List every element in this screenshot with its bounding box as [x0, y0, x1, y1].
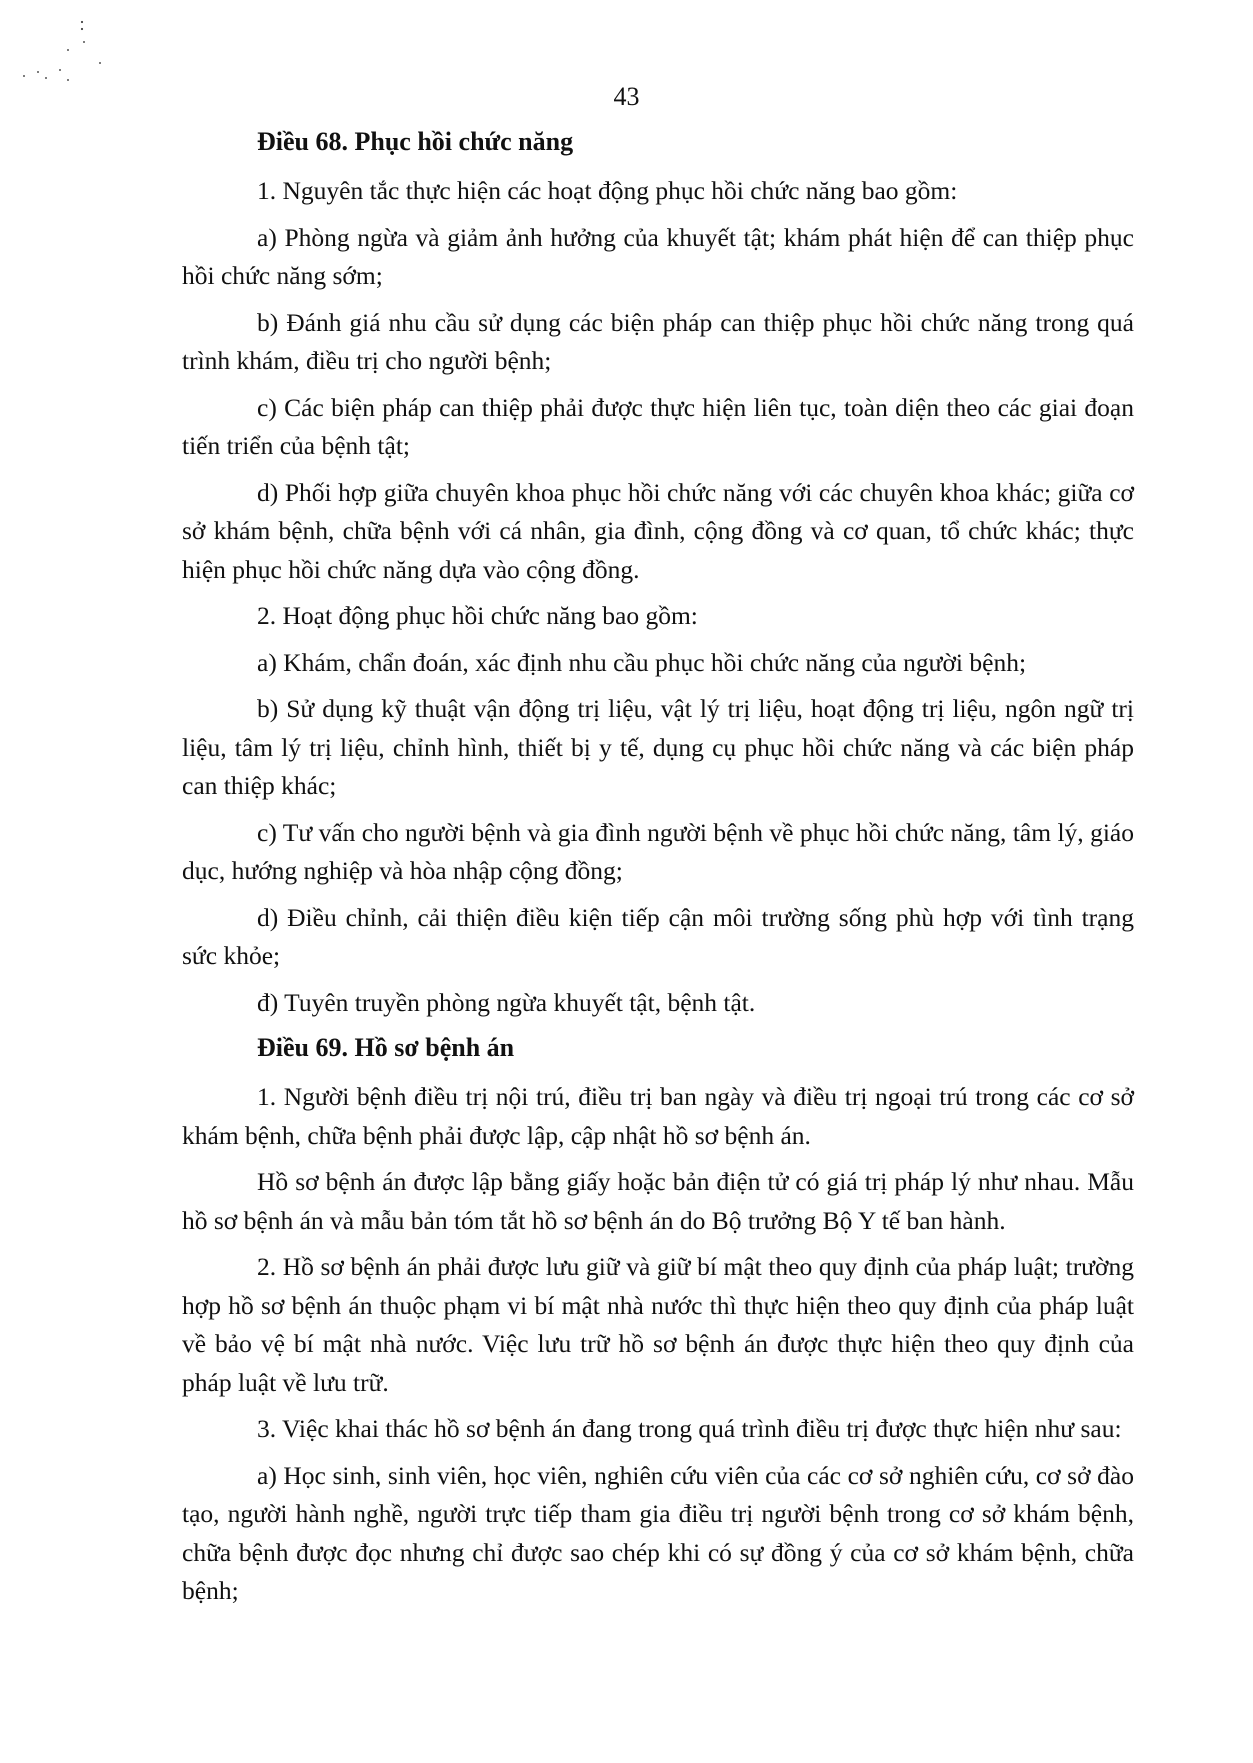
paragraph: đ) Tuyên truyền phòng ngừa khuyết tật, bệnh tật.	[257, 987, 756, 1017]
paragraph: a) Khám, chẩn đoán, xác định nhu cầu phục hồi chức năng của người bệnh;	[257, 647, 1027, 677]
paragraph: d) Điều chỉnh, cải thiện điều kiện tiếp cận môi trường sống phù hợp với tình trạng sức khỏe;	[182, 902, 1134, 970]
paragraph: 3. Việc khai thác hồ sơ bệnh án đang trong quá trình điều trị được thực hiện như sau:	[257, 1414, 1122, 1443]
paragraph: 1. Người bệnh điều trị nội trú, điều trị ban ngày và điều trị ngoại trú trong các cơ sở khám bệnh, chữa bệnh phải được lập, cập nhật hồ sơ bệnh án.	[182, 1082, 1134, 1150]
paragraph: a) Học sinh, sinh viên, học viên, nghiên cứu viên của các cơ sở nghiên cứu, cơ sở đào tạo, người hành nghề, người trực tiếp tham gia điều trị người bệnh trong cơ sở khám bệnh, chữa bệnh được đọc nhưng chỉ được sao chép khi có sự đồng ý của cơ sở khám bệnh, chữa bệnh;	[182, 1460, 1134, 1605]
paragraph: 1. Nguyên tắc thực hiện các hoạt động phục hồi chức năng bao gồm:	[257, 176, 958, 205]
article-heading: Điều 69. Hồ sơ bệnh án	[257, 1033, 515, 1062]
paragraph: b) Đánh giá nhu cầu sử dụng các biện pháp can thiệp phục hồi chức năng trong quá trình khám, điều trị cho người bệnh;	[182, 307, 1134, 375]
paragraph: 2. Hồ sơ bệnh án phải được lưu giữ và giữ bí mật theo quy định của pháp luật; trường hợp hồ sơ bệnh án thuộc phạm vi bí mật nhà nước thì thực hiện theo quy định của pháp luật về bảo vệ bí mật nhà nước. Việc lưu trữ hồ sơ bệnh án được thực hiện theo quy định của pháp luật về lưu trữ.	[182, 1252, 1134, 1397]
page-number: 43	[613, 82, 640, 111]
paragraph: Hồ sơ bệnh án được lập bằng giấy hoặc bản điện tử có giá trị pháp lý như nhau. Mẫu hồ sơ bệnh án và mẫu bản tóm tắt hồ sơ bệnh án do Bộ trưởng Bộ Y tế ban hành.	[182, 1167, 1134, 1235]
paragraph: c) Các biện pháp can thiệp phải được thực hiện liên tục, toàn diện theo các giai đoạn tiến triển của bệnh tật;	[182, 392, 1134, 460]
article-69	[182, 1030, 1134, 1611]
document-body	[182, 124, 1134, 1619]
paragraph: b) Sử dụng kỹ thuật vận động trị liệu, vật lý trị liệu, hoạt động trị liệu, ngôn ngữ trị liệu, tâm lý trị liệu, chỉnh hình, thiết bị y tế, dụng cụ phục hồi chức năng và các biện pháp can thiệp khác;	[182, 694, 1134, 800]
paragraph: d) Phối hợp giữa chuyên khoa phục hồi chức năng với các chuyên khoa khác; giữa cơ sở khám bệnh, chữa bệnh với cá nhân, gia đình, cộng đồng và cơ quan, tổ chức khác; thực hiện phục hồi chức năng dựa vào cộng đồng.	[182, 477, 1134, 584]
paragraph: c) Tư vấn cho người bệnh và gia đình người bệnh về phục hồi chức năng, tâm lý, giáo dục, hướng nghiệp và hòa nhập cộng đồng;	[182, 817, 1134, 885]
article-heading: Điều 68. Phục hồi chức năng	[257, 127, 574, 156]
paragraph: 2. Hoạt động phục hồi chức năng bao gồm:	[257, 601, 698, 630]
paragraph: a) Phòng ngừa và giảm ảnh hưởng của khuyết tật; khám phát hiện để can thiệp phục hồi chức năng sớm;	[182, 222, 1134, 290]
article-68	[182, 124, 1134, 1022]
